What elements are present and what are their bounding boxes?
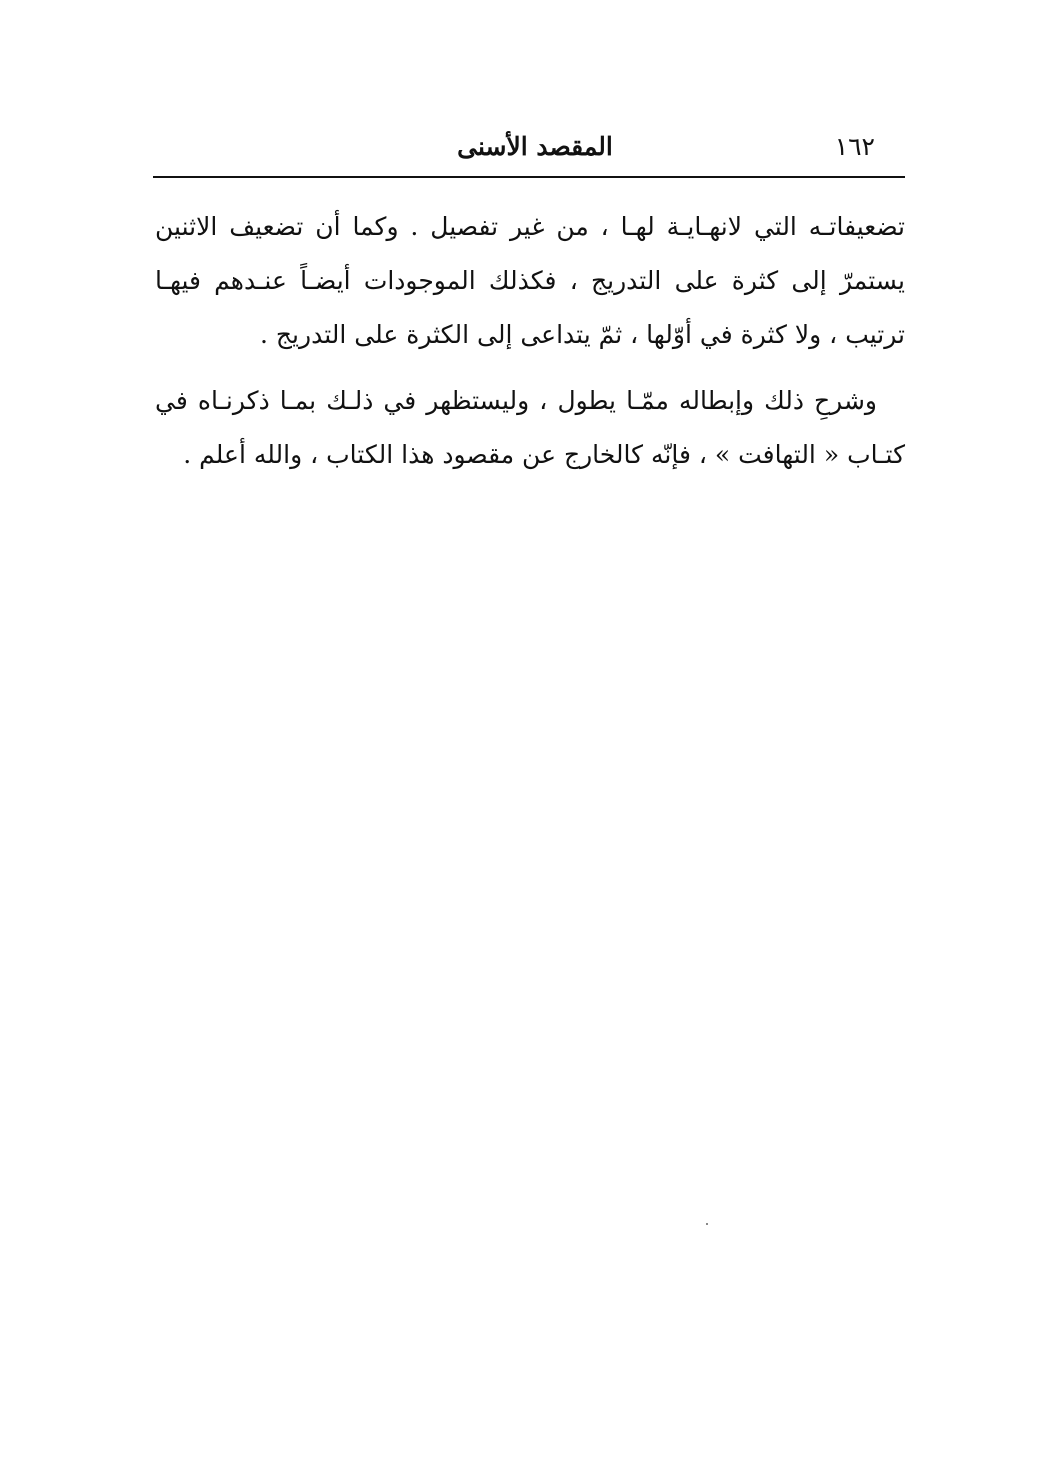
header-divider	[153, 176, 905, 178]
body-text	[155, 200, 905, 482]
running-header	[153, 128, 905, 174]
paragraph-1: تضعيفاتـه التي لانهـايـة لهـا ، من غير تفصيل . وكما أن تضعيف الاثنين يستمرّ إلى كثرة على التدريج ، فكذلك الموجودات أيضـاً عنـدهم فيهـا ترتيب ، ولا كثرة في أوّلها ، ثمّ يتداعى إلى الكثرة على التدريج .	[155, 212, 905, 349]
scan-speck	[706, 1223, 708, 1225]
page-number: ١٦٢	[834, 132, 875, 161]
paragraph-2: وشرحِ ذلك وإبطاله ممّـا يطول ، وليستظهر في ذلـك بمـا ذكرنـاه في كتـاب « التهافت » ، فإنّه كالخارج عن مقصود هذا الكتاب ، والله أعلم .	[155, 386, 905, 469]
page-title: المقصد الأسنى	[457, 132, 613, 161]
